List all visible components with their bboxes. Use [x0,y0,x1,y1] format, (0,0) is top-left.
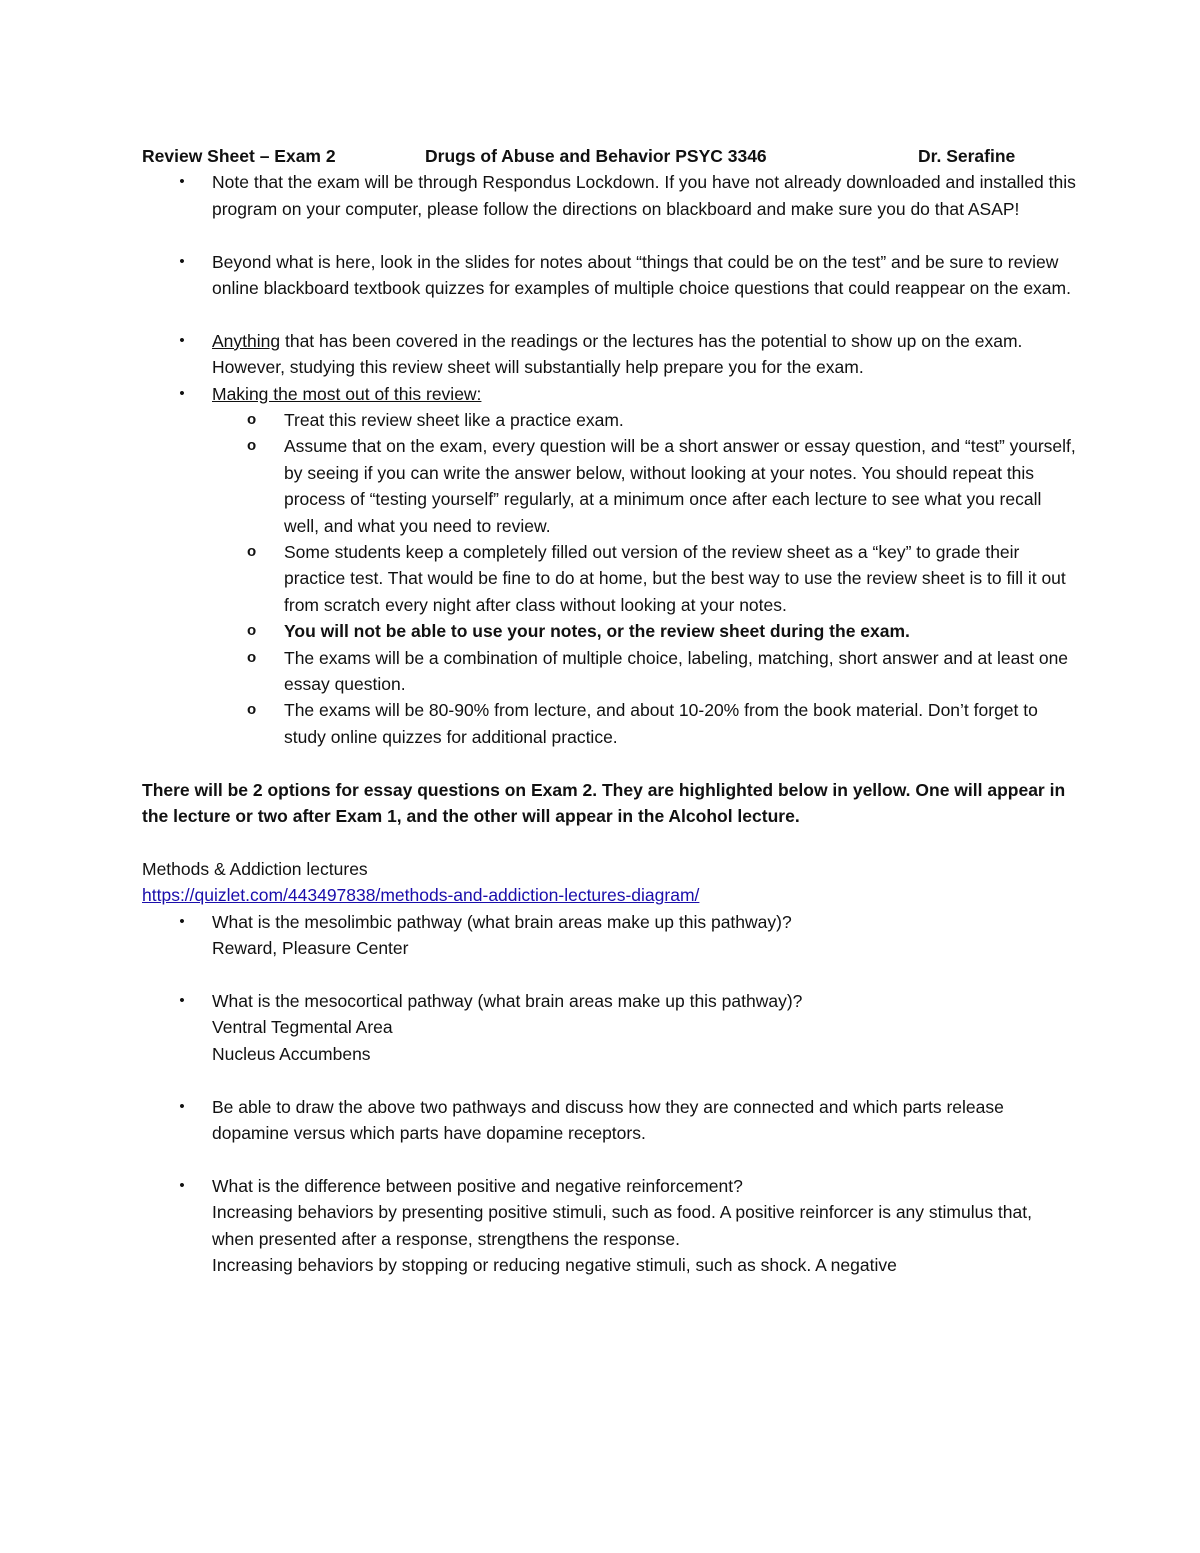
sub-list-item [212,697,1077,750]
list-item [142,249,1077,302]
quizlet-link[interactable] [142,882,1077,908]
bullet-icon: • [179,991,185,1009]
header-course: Drugs of Abuse and Behavior PSYC 3346 [425,146,767,166]
sub-list-item [212,433,1077,539]
quizlet-link-text[interactable]: https://quizlet.com/443497838/methods-and-addiction-lectures-diagram/ [142,885,700,906]
tip-text: The exams will be a combination of multiple choice, labeling, matching, short answer and at least one essay question. [284,647,1069,695]
tip-text: You will not be able to use your notes, or the review sheet during the exam. [284,621,910,642]
list-item [142,169,1077,222]
tip-text: The exams will be 80-90% from lecture, and about 10-20% from the book material. Don’t forget to study online quizzes for additional practice. [284,700,1038,747]
bullet-icon: • [179,252,185,270]
header-instructor: Dr. Serafine [918,146,1016,166]
question-item [142,1094,1077,1147]
instruction-text: Note that the exam will be through Respondus Lockdown. If you have not already downloaded and installed this program on your computer, please follow the directions on blackboard and make sure you do that ASAP! [212,172,1076,219]
circle-bullet-icon: o [247,622,257,640]
question-text: What is the difference between positive and negative reinforcement? [212,1175,743,1196]
bullet-icon: • [179,1176,185,1194]
circle-bullet-icon: o [247,701,257,719]
question-item [142,1173,1077,1279]
answer-text: Nucleus Accumbens [212,1043,371,1064]
bullet-icon: • [179,912,185,930]
answer-text: Increasing behaviors by presenting positive stimuli, such as food. A positive reinforcer is any stimulus that, when presented after a response, strengthens the response. [212,1202,1032,1249]
bullet-icon: • [179,331,185,349]
tip-text: Assume that on the exam, every question will be a short answer or essay question, and “test” yourself, by seeing if you can write the answer below, without looking at your notes. You should repeat this process of “testing yourself” regularly, at a minimum once after each lecture to see what you recall well, and what you need to review. [284,436,1076,536]
question-text: What is the mesolimbic pathway (what brain areas make up this pathway)? [212,911,792,932]
list-item [142,328,1077,381]
bullet-icon: • [179,173,185,191]
review-tips-list [212,407,1077,750]
tip-text: Some students keep a completely filled out version of the review sheet as a “key” to grade their practice test. That would be fine to do at home, but the best way to use the review sheet is to fill it out from scratch every night after class without looking at your notes. [284,542,1066,615]
sub-list-item [212,539,1077,618]
questions-list [142,909,1077,1279]
section-title: Methods & Addiction lectures [142,858,368,879]
sub-list-item [212,645,1077,698]
answer-text: Reward, Pleasure Center [212,938,409,959]
question-text: Be able to draw the above two pathways and discuss how they are connected and which parts release dopamine versus which parts have dopamine receptors. [212,1096,1004,1143]
bullet-icon: • [179,1097,185,1115]
instructions-list [142,169,1077,750]
question-text: What is the mesocortical pathway (what brain areas make up this pathway)? [212,990,803,1011]
instruction-text: Beyond what is here, look in the slides for notes about “things that could be on the test” and be sure to review online blackboard textbook quizzes for examples of multiple choice questions that could reappear on the exam. [212,251,1071,298]
document-header [142,143,1077,169]
question-item [142,988,1077,1067]
emphasis-anything: Anything [212,330,281,351]
tip-text: Treat this review sheet like a practice exam. [284,410,624,431]
answer-text: Ventral Tegmental Area [212,1017,393,1038]
instruction-text: that has been covered in the readings or the lectures has the potential to show up on the exam. However, studying this review sheet will substantially help prepare you for the exam. [212,330,1023,378]
bullet-icon: • [179,384,185,402]
sub-list-item [212,407,1077,433]
answer-text: Increasing behaviors by stopping or reducing negative stimuli, such as shock. A negative [212,1254,897,1275]
list-item [142,381,1077,751]
circle-bullet-icon: o [247,437,257,455]
making-most-heading: Making the most out of this review: [212,383,482,404]
circle-bullet-icon: o [247,411,257,429]
circle-bullet-icon: o [247,648,257,666]
sub-list-item [212,618,1077,644]
header-title: Review Sheet – Exam 2 [142,146,336,166]
document-body [142,143,1077,1278]
circle-bullet-icon: o [247,543,257,561]
question-item [142,909,1077,962]
essay-note: There will be 2 options for essay questions on Exam 2. They are highlighted below in yellow. One will appear in the lecture or two after Exam 1, and the other will appear in the Alcohol lecture. [142,779,1066,827]
